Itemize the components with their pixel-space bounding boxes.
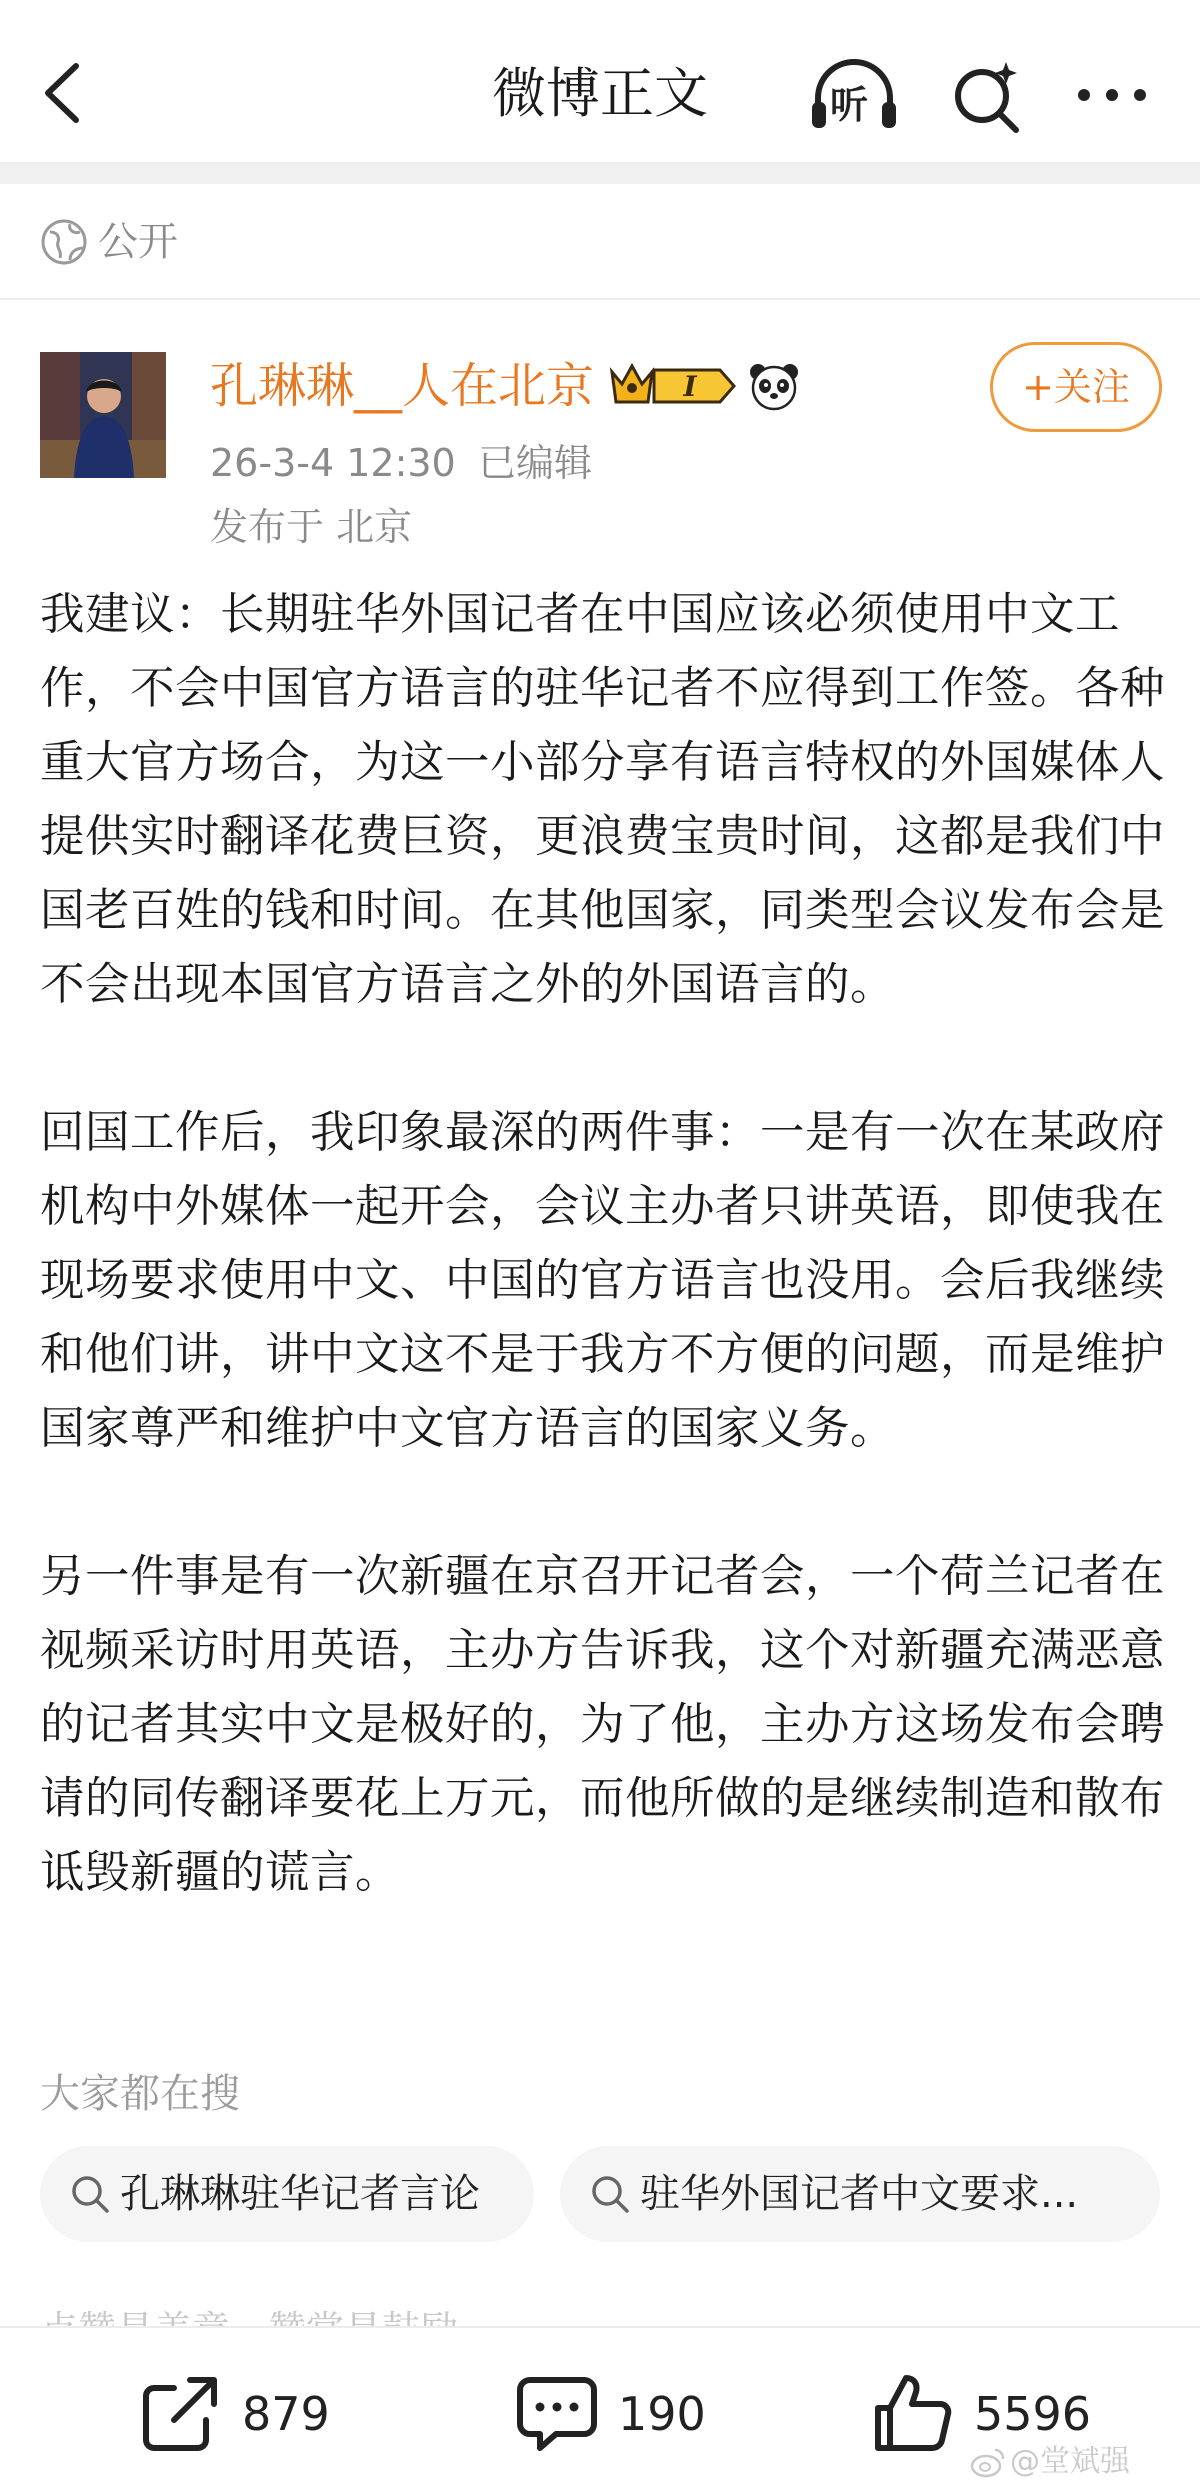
trending-chip[interactable] <box>40 2146 534 2242</box>
post-paragraph: 我建议：长期驻华外国记者在中国应该必须使用中文工作，不会中国官方语言的驻华记者不应得到工作签。各种重大官方场合，为这一小部分享有语言特权的外国媒体人提供实时翻译花费巨资，更浪费宝贵时间，这都是我们中国老百姓的钱和时间。在其他国家，同类型会议发布会是不会出现本国官方语言之外的外国语言的。 <box>40 589 1166 1010</box>
trending-chip-label: 孔琳琳驻华记者言论 <box>120 2171 480 2217</box>
search-button[interactable] <box>950 58 1024 134</box>
share-count: 879 <box>242 2387 330 2441</box>
share-button[interactable] <box>140 2372 360 2462</box>
visibility-row <box>0 184 1200 300</box>
more-dots-icon <box>1072 70 1152 120</box>
like-count: 5596 <box>974 2387 1092 2441</box>
visibility-label: 公开 <box>98 219 178 265</box>
trending-chip[interactable] <box>560 2146 1160 2242</box>
weibo-logo-icon <box>970 2444 1006 2478</box>
page-title: 微博正文 <box>492 62 708 125</box>
top-nav-bar <box>0 0 1200 162</box>
post-body <box>40 578 1168 1910</box>
avatar-image <box>40 352 166 478</box>
avatar[interactable] <box>40 352 166 478</box>
globe-icon <box>40 218 88 266</box>
post-location: 发布于 北京 <box>210 505 413 549</box>
thumbs-up-icon <box>872 2372 954 2454</box>
listen-button[interactable] <box>808 58 900 134</box>
watermark-text: @堂斌强 <box>1010 2444 1130 2479</box>
follow-button[interactable]: +关注 <box>990 342 1162 432</box>
partial-text <box>40 2308 458 2328</box>
share-icon <box>140 2372 222 2454</box>
comment-icon <box>516 2372 598 2454</box>
search-icon <box>70 2174 110 2214</box>
post-paragraph: 另一件事是有一次新疆在京召开记者会，一个荷兰记者在视频采访时用英语，主办方告诉我，这个对新疆充满恶意的记者其实中文是极好的，为了他，主办方这场发布会聘请的同传翻译要花上万元，而他所做的是继续制造和散布诋毁新疆的谎言。 <box>40 1551 1166 1898</box>
vip-level: I <box>683 370 697 403</box>
search-icon <box>590 2174 630 2214</box>
trending-chip-label: 驻华外国记者中文要求... <box>640 2171 1079 2217</box>
comment-button[interactable] <box>516 2372 736 2462</box>
search-sparkle-icon <box>950 58 1024 134</box>
panda-icon <box>748 360 800 412</box>
trending-label: 大家都在搜 <box>40 2071 240 2117</box>
comment-count: 190 <box>618 2387 706 2441</box>
listen-label: 听 <box>830 83 869 127</box>
post-time: 26-3-4 12:30 <box>210 441 456 485</box>
header-divider <box>0 162 1200 184</box>
post-paragraph: 回国工作后，我印象最深的两件事：一是有一次在某政府机构中外媒体一起开会，会议主办者只讲英语，即使我在现场要求使用中文、中国的官方语言也没用。会后我继续和他们讲，讲中文这不是于我方不方便的问题，而是维护国家尊严和维护中文官方语言的国家义务。 <box>40 1107 1166 1454</box>
vip-crown-badge-icon <box>608 358 738 414</box>
edited-label[interactable]: 已编辑 <box>478 441 593 485</box>
author-name[interactable]: 孔琳琳__人在北京 <box>210 358 595 414</box>
more-options-button[interactable] <box>1072 70 1152 120</box>
